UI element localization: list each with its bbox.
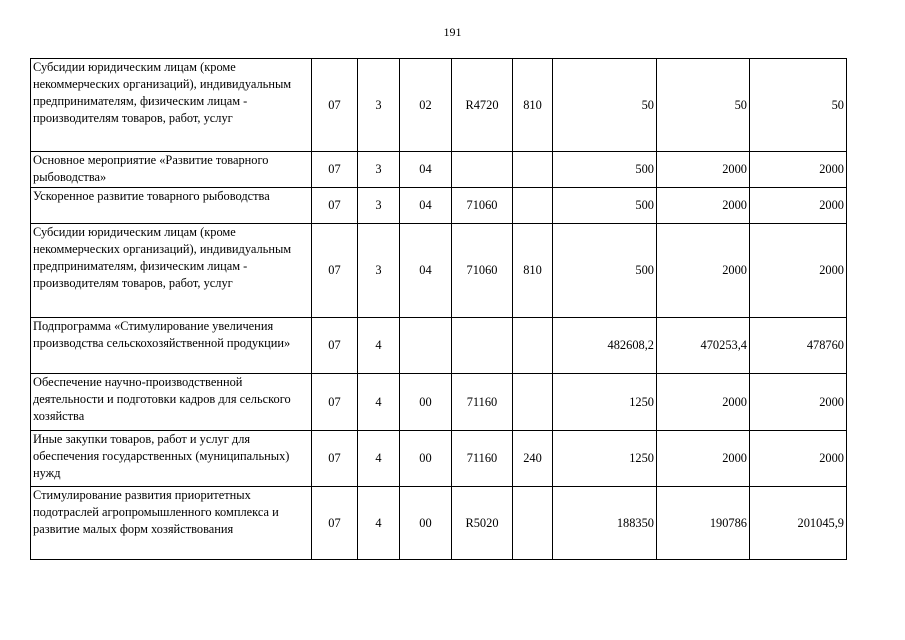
row-value-3: 478760 — [750, 318, 847, 374]
row-subprogram-code: 00 — [400, 374, 452, 431]
row-expense-type: 810 — [513, 59, 553, 152]
row-name: Стимулирование развития приоритетных подотраслей агропромышленного комплекса и развитие малых форм хозяйствования — [31, 487, 312, 560]
table-row — [31, 59, 847, 152]
row-value-3: 2000 — [750, 152, 847, 188]
row-subprogram-code: 04 — [400, 188, 452, 224]
row-section-code: 07 — [312, 431, 358, 487]
row-value-1: 188350 — [553, 487, 657, 560]
row-value-1: 482608,2 — [553, 318, 657, 374]
row-expense-type — [513, 374, 553, 431]
row-target-code — [452, 152, 513, 188]
row-value-1: 1250 — [553, 431, 657, 487]
row-section-code: 07 — [312, 487, 358, 560]
table-row — [31, 374, 847, 431]
row-value-2: 190786 — [657, 487, 750, 560]
row-name: Подпрограмма «Стимулирование увеличения производства сельскохозяйственной продукции» — [31, 318, 312, 374]
table-row — [31, 318, 847, 374]
row-target-code: 71060 — [452, 224, 513, 318]
row-subprogram-code: 02 — [400, 59, 452, 152]
row-value-2: 2000 — [657, 374, 750, 431]
row-expense-type: 810 — [513, 224, 553, 318]
row-expense-type — [513, 188, 553, 224]
row-value-3: 2000 — [750, 188, 847, 224]
row-section-code: 07 — [312, 152, 358, 188]
row-expense-type — [513, 318, 553, 374]
row-target-code: R5020 — [452, 487, 513, 560]
row-target-code: R4720 — [452, 59, 513, 152]
row-value-3: 201045,9 — [750, 487, 847, 560]
row-name: Обеспечение научно-производственной деятельности и подготовки кадров для сельского хозяйства — [31, 374, 312, 431]
row-value-1: 1250 — [553, 374, 657, 431]
row-target-code: 71160 — [452, 431, 513, 487]
row-expense-type — [513, 487, 553, 560]
row-program-code: 4 — [358, 318, 400, 374]
row-value-2: 2000 — [657, 224, 750, 318]
row-name: Иные закупки товаров, работ и услуг для обеспечения государственных (муниципальных) нужд — [31, 431, 312, 487]
row-expense-type: 240 — [513, 431, 553, 487]
row-program-code: 3 — [358, 152, 400, 188]
row-subprogram-code: 04 — [400, 152, 452, 188]
row-value-1: 500 — [553, 188, 657, 224]
row-program-code: 3 — [358, 224, 400, 318]
row-value-3: 2000 — [750, 224, 847, 318]
row-section-code: 07 — [312, 188, 358, 224]
row-name: Субсидии юридическим лицам (кроме некоммерческих организаций), индивидуальным предпринимателям, физическим лицам - производителям товаров, работ, услуг — [31, 224, 312, 318]
row-name: Основное мероприятие «Развитие товарного рыбоводства» — [31, 152, 312, 188]
table-row — [31, 431, 847, 487]
row-value-3: 2000 — [750, 431, 847, 487]
row-expense-type — [513, 152, 553, 188]
row-value-2: 2000 — [657, 152, 750, 188]
row-subprogram-code: 00 — [400, 431, 452, 487]
row-program-code: 3 — [358, 59, 400, 152]
budget-table — [30, 58, 847, 560]
row-target-code — [452, 318, 513, 374]
row-program-code: 3 — [358, 188, 400, 224]
row-section-code: 07 — [312, 224, 358, 318]
table-row — [31, 152, 847, 188]
table-row — [31, 188, 847, 224]
row-subprogram-code: 00 — [400, 487, 452, 560]
row-section-code: 07 — [312, 374, 358, 431]
row-program-code: 4 — [358, 431, 400, 487]
table-row — [31, 224, 847, 318]
table-row — [31, 487, 847, 560]
row-value-3: 50 — [750, 59, 847, 152]
row-value-1: 500 — [553, 152, 657, 188]
row-value-3: 2000 — [750, 374, 847, 431]
row-target-code: 71160 — [452, 374, 513, 431]
row-name: Ускоренное развитие товарного рыбоводства — [31, 188, 312, 224]
row-subprogram-code — [400, 318, 452, 374]
row-section-code: 07 — [312, 59, 358, 152]
row-target-code: 71060 — [452, 188, 513, 224]
row-value-1: 50 — [553, 59, 657, 152]
row-value-1: 500 — [553, 224, 657, 318]
row-program-code: 4 — [358, 487, 400, 560]
row-subprogram-code: 04 — [400, 224, 452, 318]
row-value-2: 50 — [657, 59, 750, 152]
row-value-2: 2000 — [657, 188, 750, 224]
page-number: 191 — [443, 25, 462, 39]
row-section-code: 07 — [312, 318, 358, 374]
row-program-code: 4 — [358, 374, 400, 431]
row-value-2: 2000 — [657, 431, 750, 487]
row-name: Субсидии юридическим лицам (кроме некоммерческих организаций), индивидуальным предпринимателям, физическим лицам - производителям товаров, работ, услуг — [31, 59, 312, 152]
row-value-2: 470253,4 — [657, 318, 750, 374]
